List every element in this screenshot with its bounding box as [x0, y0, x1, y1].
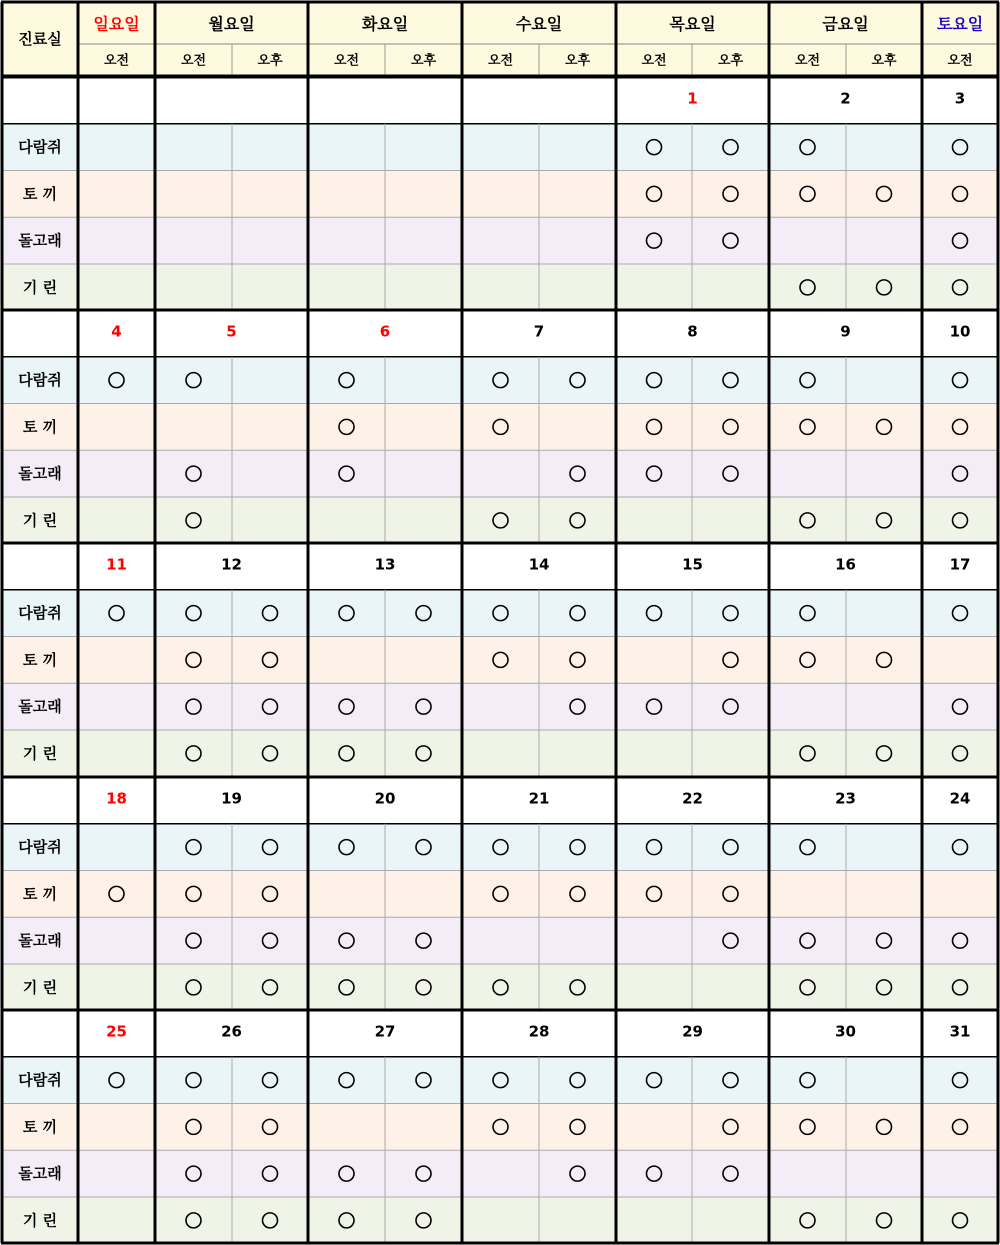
date-number: 31 — [949, 1022, 971, 1041]
room-row-background — [2, 730, 998, 777]
session-header: 오후 — [564, 53, 591, 69]
date-number: 25 — [106, 1022, 127, 1041]
session-header: 오전 — [487, 53, 514, 69]
date-number: 11 — [106, 555, 127, 574]
room-name: 기 린 — [22, 978, 58, 997]
room-name: 토 끼 — [22, 884, 58, 903]
date-number: 19 — [221, 789, 242, 808]
day-header: 목요일 — [669, 14, 716, 34]
room-name: 돌고래 — [18, 231, 62, 250]
date-number: 20 — [374, 789, 396, 808]
date-number: 12 — [221, 555, 242, 574]
date-number: 21 — [528, 789, 550, 808]
date-number: 10 — [949, 322, 971, 341]
room-name: 기 린 — [22, 278, 58, 297]
room-row-background — [2, 590, 998, 637]
date-number: 3 — [954, 89, 966, 108]
date-number: 15 — [682, 555, 703, 574]
room-row-background — [2, 217, 998, 264]
room-name: 토 끼 — [22, 417, 58, 436]
room-name: 다람쥐 — [18, 138, 62, 157]
date-number: 24 — [949, 789, 971, 808]
session-header: 오후 — [871, 53, 897, 69]
session-header: 오전 — [794, 53, 821, 69]
session-header: 오전 — [103, 53, 130, 69]
room-column-header: 진료실 — [18, 30, 62, 48]
room-row-background — [2, 497, 998, 544]
room-name: 기 린 — [22, 744, 58, 763]
room-row-background — [2, 171, 998, 218]
session-header: 오전 — [180, 53, 207, 69]
session-header: 오전 — [641, 53, 667, 69]
room-row-background — [2, 264, 998, 311]
date-number: 7 — [533, 322, 545, 341]
date-number: 26 — [221, 1022, 242, 1041]
day-header: 월요일 — [208, 14, 255, 34]
date-number: 13 — [374, 555, 396, 574]
session-header: 오후 — [410, 53, 437, 69]
date-number: 14 — [528, 555, 550, 574]
day-header: 화요일 — [361, 14, 409, 34]
room-row-background — [2, 824, 998, 871]
room-name: 다람쥐 — [18, 838, 62, 857]
date-number: 1 — [687, 89, 698, 108]
room-row-background — [2, 124, 998, 171]
room-row-background — [2, 357, 998, 404]
room-row-background — [2, 964, 998, 1011]
date-number: 28 — [528, 1022, 550, 1041]
room-row-background — [2, 1150, 998, 1197]
session-header: 오후 — [717, 53, 744, 69]
room-name: 돌고래 — [18, 697, 62, 716]
day-header: 수요일 — [515, 14, 563, 34]
room-name: 다람쥐 — [18, 371, 62, 390]
room-name: 토 끼 — [22, 650, 58, 669]
room-name: 기 린 — [22, 511, 58, 530]
room-name: 토 끼 — [22, 1117, 58, 1136]
room-row-background — [2, 1104, 998, 1151]
room-name: 토 끼 — [22, 184, 58, 203]
room-row-background — [2, 450, 998, 497]
room-row-background — [2, 637, 998, 684]
room-name: 다람쥐 — [18, 1071, 62, 1090]
day-header: 금요일 — [822, 14, 869, 34]
room-name: 돌고래 — [18, 931, 62, 950]
day-header: 일요일 — [93, 14, 140, 34]
room-name: 돌고래 — [18, 1164, 62, 1183]
session-header: 오후 — [257, 53, 283, 69]
date-number: 30 — [835, 1022, 856, 1041]
date-number: 6 — [379, 322, 391, 341]
room-row-background — [2, 404, 998, 451]
session-header: 오전 — [333, 53, 360, 69]
date-number: 29 — [682, 1022, 703, 1041]
date-number: 17 — [949, 555, 971, 574]
room-name: 기 린 — [22, 1211, 58, 1230]
date-number: 27 — [374, 1022, 396, 1041]
room-row-background — [2, 1197, 998, 1244]
room-row-background — [2, 683, 998, 730]
date-number: 22 — [682, 789, 703, 808]
room-row-background — [2, 917, 998, 964]
date-number: 23 — [835, 789, 856, 808]
date-number: 2 — [840, 89, 851, 108]
day-header: 토요일 — [936, 14, 984, 34]
date-number: 4 — [111, 322, 122, 341]
room-row-background — [2, 871, 998, 918]
date-number: 5 — [226, 322, 237, 341]
date-number: 9 — [840, 322, 851, 341]
room-row-background — [2, 1057, 998, 1104]
session-header: 오전 — [947, 53, 973, 69]
date-number: 18 — [106, 789, 127, 808]
room-name: 다람쥐 — [18, 604, 62, 623]
date-number: 16 — [835, 555, 856, 574]
date-number: 8 — [687, 322, 698, 341]
room-name: 돌고래 — [18, 464, 62, 483]
